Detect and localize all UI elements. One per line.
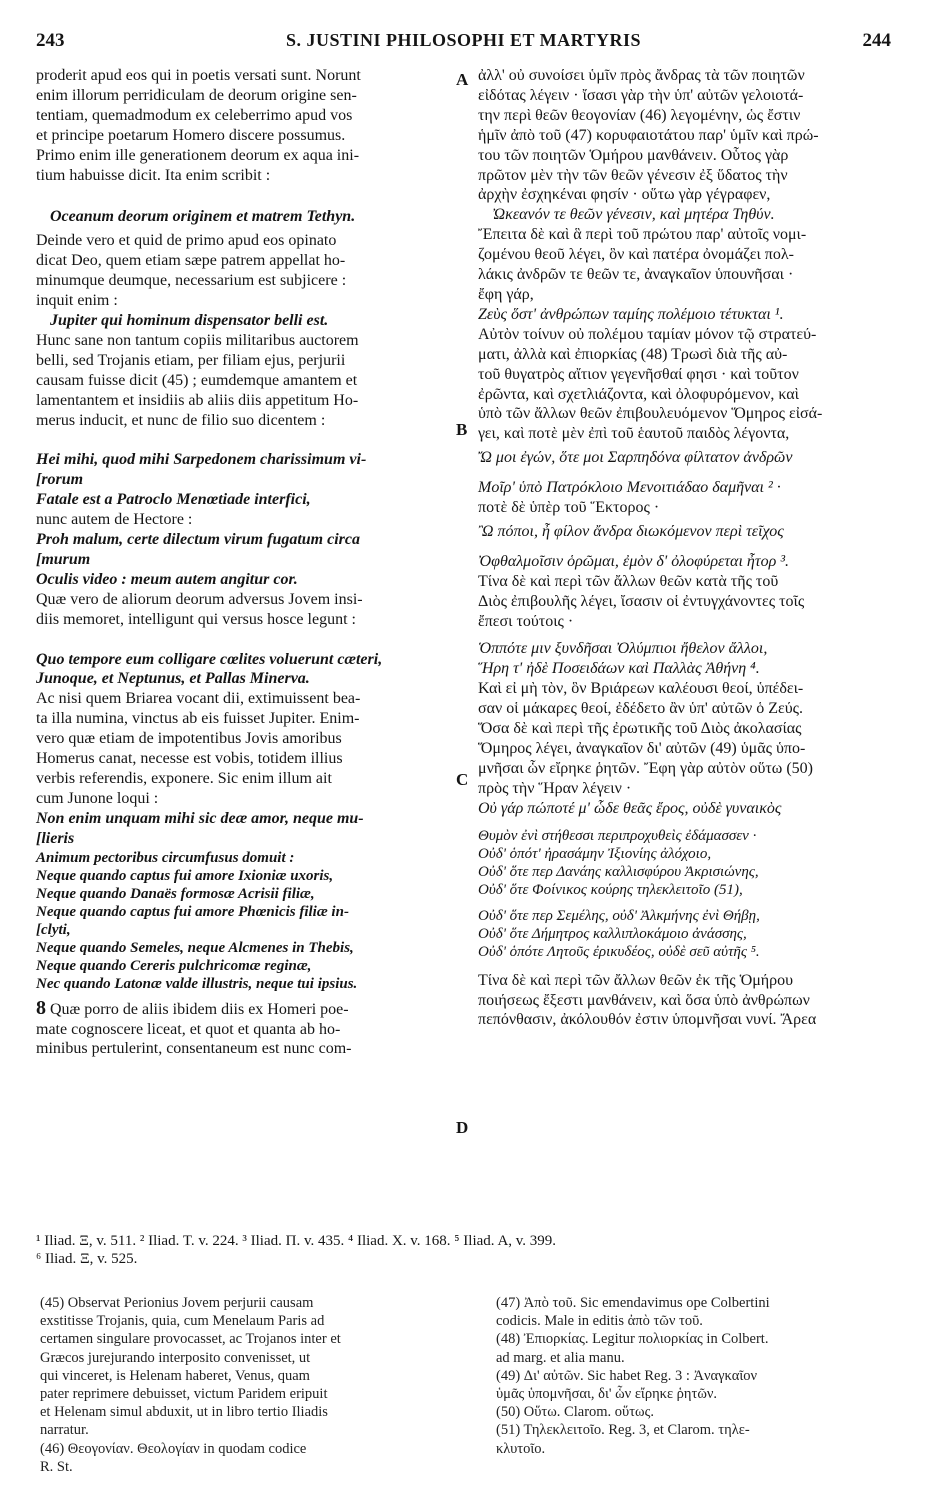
citation-line: ⁶ Iliad. Ξ, v. 525. — [36, 1251, 138, 1267]
latin-verse: Fatale est a Patroclo Menœtiade interfici, — [36, 491, 311, 509]
greek-verse: Ὢ πόποι, ἦ φίλον ἄνδρα διωκόμενον περὶ τεῖχος — [478, 522, 784, 540]
section-number: 8 — [36, 996, 46, 1019]
greek-paragraph: Καὶ εἰ μὴ τὸν, ὃν Βριάρεων καλέουσι θεοί, ὑπέδει- σαν οἱ μάκαρες θεοί, ἐδέδετο ἂν ὑπ' αὐτῶν ὁ Ζεύς. Ὅσα δὲ καὶ περὶ τῆς ἐρωτικῆς τοῦ Διὸς ἀκολασίας Ὅμηρος λέγει, ἀναγκαῖον δι' αὐτῶν (49) ὑμᾶς ὑπο- μνῆσαι ὧν εἴρηκε ῥητῶν. Ἔφη γὰρ αὐτὸν οὕτω (50) πρὸς τὴν Ἥραν λέγειν · — [478, 680, 813, 797]
greek-verse: Ὀφθαλμοῖσιν ὁρῶμαι, ἐμὸν δ' ὀλοφύρεται ἦτορ ³. — [478, 552, 790, 570]
margin-marker: B — [456, 420, 468, 439]
greek-verse: Ζεὺς ὅστ' ἀνθρώπων ταμίης πολέμοιο τέτυκται ¹. — [478, 305, 784, 323]
latin-column — [36, 66, 451, 1059]
latin-paragraph-text: Quæ porro de aliis ibidem diis ex Homeri poe- mate cognoscere liceat, et quot et quanta ab ho- minibus pertulerint, consentaneum est nunc com- — [36, 1000, 352, 1058]
running-header — [36, 30, 891, 56]
latin-verse: Oceanum deorum originem et matrem Tethyn. — [50, 208, 356, 226]
latin-verse: Jupiter qui hominum dispensator belli est. — [50, 311, 329, 329]
latin-paragraph: Ac nisi quem Briarea vocant dii, extimuissent bea- ta illa numina, vinctus ab eis fuisset Jupiter. Enim- vero quæ etiam de impotentibus Jovis amoribus Homerus canat, necesse est vobis, totidem illius verbis referendis, exponere. Sic enim illum ait cum Junone loqui : — [36, 690, 361, 807]
latin-verse: Neque quando Semeles, neque Alcmenes in Thebis, Neque quando Cereris pulchricomæ reginæ, Nec quando Latonæ valde illustris, neque tui ipsius. — [36, 939, 358, 992]
citation-line: ¹ Iliad. Ξ, v. 511. ² Iliad. T. v. 224. ³ Iliad. Π. v. 435. ⁴ Iliad. X. v. 168. ⁵ Iliad. A, v. 399. — [36, 1233, 557, 1249]
greek-verse: Μοῖρ' ὑπὸ Πατρόκλοιο Μενοιτιάδαο δαμῆναι ² · — [478, 479, 781, 497]
latin-paragraph: Quæ vero de aliorum deorum adversus Jovem insi- diis memoret, intelligunt qui versus hosce legunt : — [36, 590, 363, 628]
latin-verse: Proh malum, certe dilectum virum fugatum circa [murum — [36, 531, 360, 568]
greek-verse: Οὐ γάρ πώποτέ μ' ὧδε θεᾶς ἔρος, οὐδὲ γυναικὸς — [478, 799, 782, 817]
footnotes-left — [40, 1294, 452, 1476]
greek-verse: Ὤ μοι ἐγών, ὅτε μοι Σαρπηδόνα φίλτατον ἀνδρῶν — [478, 449, 793, 467]
footnotes-right — [496, 1294, 896, 1458]
greek-paragraph: Αὐτὸν τοίνυν οὐ πολέμου ταμίαν μόνον τῷ στρατεύ- ματι, ἀλλὰ καὶ ἐπιορκίας (48) Τρωσὶ διὰ τῆς αὐ- τοῦ θυγατρὸς αἴτιον γεγενῆσθαί φησι · καὶ τοῦτον ἐρῶντα, καὶ σχετλιάζοντα, καὶ ὀλοφυρόμενον, καὶ ὑπὸ τῶν ἄλλων θεῶν ἐπιβουλευόμενον Ὅμηρος εἰσά- γει, καὶ ποτὲ μὲν ἐπὶ τοῦ ἑαυτοῦ παιδὸς λέγοντα, — [478, 325, 823, 443]
greek-paragraph: Τίνα δὲ καὶ περὶ τῶν ἄλλων θεῶν κατὰ τῆς τοῦ Διὸς ἐπιβουλῆς λέγει, ἴσασιν οἱ ἐντυγχάνοντες τοῖς ἔπεσι τούτοις · — [478, 572, 805, 630]
latin-paragraph: nunc autem de Hectore : — [36, 511, 193, 529]
latin-paragraph — [36, 996, 451, 1060]
latin-verse: Animum pectoribus circumfusus domuit : Neque quando captus fui amore Ixioniæ uxoris, Neque quando Danaës formosæ Acrisii filiæ, Neque quando captus fui amore Phœnicis filiæ in- [clyti, — [36, 849, 349, 938]
margin-marker: D — [456, 1118, 469, 1137]
greek-column — [478, 66, 892, 1030]
greek-paragraph: ἀλλ' οὐ συνοίσει ὑμῖν πρὸς ἄνδρας τὰ τῶν ποιητῶν εἰδότας λέγειν · ἴσασι γὰρ τὴν ὑπ' αὐτῶν γελοιοτά- την περὶ θεῶν θεογονίαν (46) λεγομένην, ὡς ἔστιν ἡμῖν ἀπὸ τοῦ (47) κορυφαιοτάτου παρ' ὑμῖν καὶ πρώ- του τῶν ποιητῶν Ὁμήρου μανθάνειν. Οὗτος γὰρ πρῶτον μὲν τὴν τῶν θεῶν γένεσιν ἐξ ὕδατος τὴν ἀρχὴν ἐσχηκέναι φησίν · οὕτω γὰρ γέγραφεν, — [478, 67, 819, 204]
greek-verse: Θυμὸν ἐνὶ στήθεσσι περιπροχυθεὶς ἐδάμασσεν · Οὐδ' ὁπότ' ἠρασάμην Ἰξιονίης ἀλόχοιο, Οὐδ' ὅτε περ Δανάης καλλισφύρου Ἀκρισιώνης, Οὐδ' ὅτε Φοίνικος κούρης τηλεκλειτοῖο (51), — [478, 827, 759, 898]
greek-paragraph: Ἔπειτα δὲ καὶ ἃ περὶ τοῦ πρώτου παρ' αὐτοῖς νομι- ζομένου θεοῦ λέγει, ὃν καὶ πατέρα ὀνομάζει πολ- λάκις ἀνδρῶν τε θεῶν τε, ἀναγκαῖον ὑπουνῆσαι · ἔφη γάρ, — [478, 226, 807, 303]
latin-verse: Oculis video : meum autem angitur cor. — [36, 570, 298, 588]
greek-paragraph: ποτὲ δὲ ὑπὲρ τοῦ Ἕκτορος · — [478, 499, 660, 517]
greek-verse: Ὁππότε μιν ξυνδῆσαι Ὀλύμπιοι ἤθελον ἄλλοι, Ἥρη τ' ἠδὲ Ποσειδάων καὶ Παλλὰς Ἀθήνη ⁴. — [478, 640, 768, 678]
latin-verse: Hei mihi, quod mihi Sarpedonem charissimum vi- [rorum — [36, 451, 367, 489]
latin-verse: Non enim unquam mihi sic deæ amor, neque mu- [lieris — [36, 809, 364, 847]
footnote-text: (45) Observat Perionius Jovem perjurii causam exstitisse Trojanis, quia, cum Menelaum Paris ad certamen singulare provocasset, ac Trojanos inter et Græcos jurejurando interposito convenisset, ut qui vinceret, is Helenam haberet, Venus, quam pater reprimere debuisset, victum Paridem eripuit et Helenam simul abduxit, ut in libro tertio Iliadis narratur. (46) Θεογονίαν. Θεολογίαν in quodam codice R. St. — [40, 1295, 341, 1475]
greek-verse: Ὠκεανόν τε θεῶν γένεσιν, καὶ μητέρα Τηθύν. — [492, 206, 775, 224]
latin-verse: Quo tempore eum colligare cœlites voluerunt cæteri, Junoque, et Neptunus, et Pallas Minerva. — [36, 650, 383, 688]
latin-paragraph: Deinde vero et quid de primo apud eos opinato dicat Deo, quem etiam sæpe patrem appellat ho- minumque deumque, necessarium est subjicere : inquit enim : — [36, 232, 347, 310]
margin-marker: C — [456, 770, 469, 789]
page-number-left: 243 — [36, 30, 65, 51]
latin-paragraph: proderit apud eos qui in poetis versati sunt. Norunt enim illorum perridiculam de deorum origine sen- tentiam, quemadmodum ex celeberrimo apud vos et principe poetarum Homero discere possumus. Primo enim ille generationem deorum ex aqua ini- tium habuisse dicit. Ita enim scribit : — [36, 67, 361, 184]
page-number-right: 244 — [862, 30, 891, 51]
running-title: S. JUSTINI PHILOSOPHI ET MARTYRIS — [285, 30, 642, 50]
latin-paragraph: Hunc sane non tantum copiis militaribus auctorem belli, sed Trojanis etiam, per filiam ejus, perjurii causam fuisse dicit (45) ; eumdemque amantem et lamentantem et insidiis ab aliis diis appetitum Ho- merus inducit, et nunc de filio suo dicentem : — [36, 331, 359, 429]
citation-references — [36, 1232, 896, 1268]
greek-paragraph: Τίνα δὲ καὶ περὶ τῶν ἄλλων θεῶν ἐκ τῆς Ὁμήρου ποιήσεως ἔξεστι μανθάνειν, καὶ ὅσα ὑπὸ ἀνθρώπων πεπόνθασιν, ἀκόλουθόν ἐστιν ὑπομνῆσαι νυνί. Ἄρεα — [478, 971, 817, 1029]
greek-verse: Οὐδ' ὅτε περ Σεμέλης, οὐδ' Ἀλκμήνης ἐνὶ Θήβῃ, Οὐδ' ὅτε Δήμητρος καλλιπλοκάμοιο ἀνάσσης, Οὐδ' ὁπότε Λητοῦς ἐρικυδέος, οὐδὲ σεῦ αὐτῆς ⁵. — [478, 907, 760, 960]
margin-marker: A — [456, 70, 469, 89]
footnote-text: (47) Ἀπὸ τοῦ. Sic emendavimus ope Colbertini codicis. Male in editis ἀπὸ τῶν τοῦ. (48) Ἐπιορκίας. Legitur πολιορκίας in Colbert. ad marg. et alia manu. (49) Δι' αὐτῶν. Sic habet Reg. 3 : Ἀναγκαῖον ὑμᾶς ὑπομνῆσαι, δι' ὧν εἴρηκε ῥητῶν. (50) Οὕτω. Clarom. οὕτως. (51) Τηλεκλειτοῖο. Reg. 3, et Clarom. τηλε- κλυτοῖο. — [496, 1295, 770, 1457]
